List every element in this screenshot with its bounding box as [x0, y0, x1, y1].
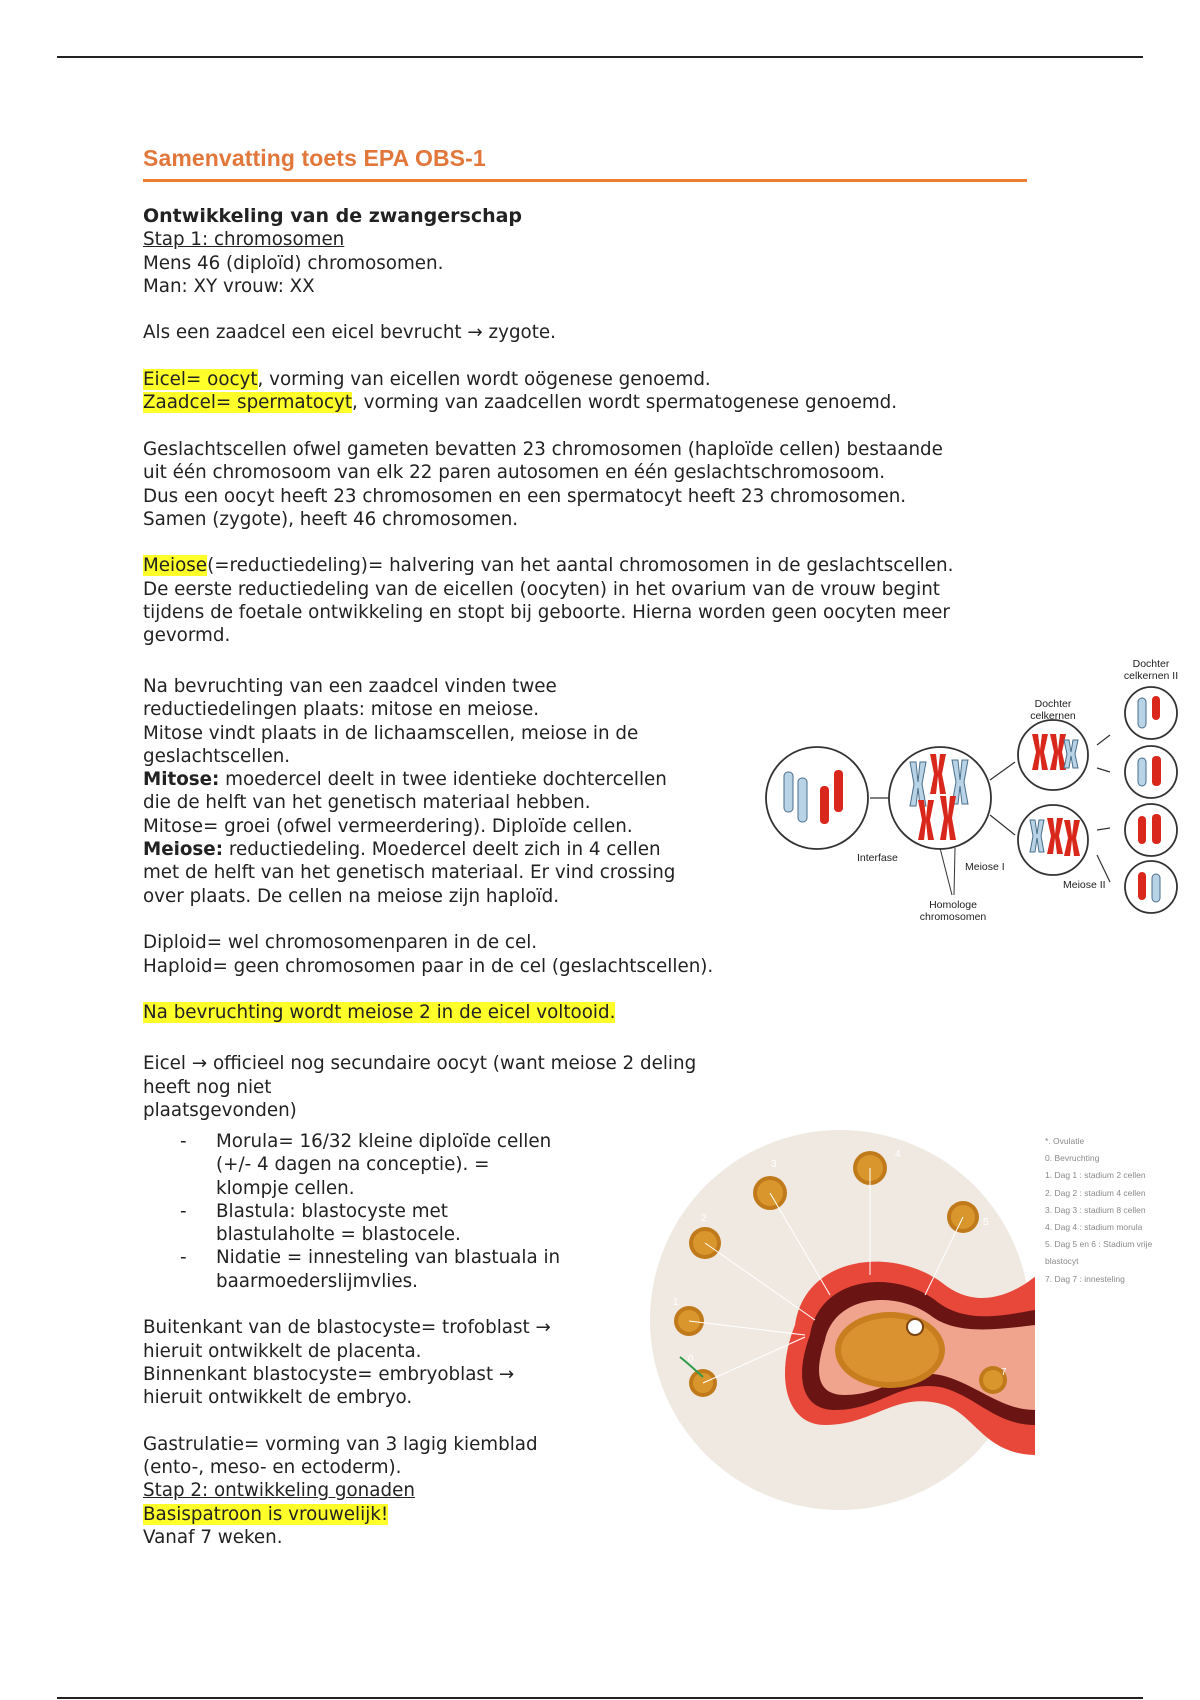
- buitenkant-line: Binnenkant blastocyste= embryoblast →: [143, 1363, 515, 1385]
- buitenkant-line: hieruit ontwikkelt de embryo.: [143, 1387, 413, 1409]
- meiose-cell: [889, 747, 991, 849]
- legend-item: 4. Dag 4 : stadium morula: [1045, 1222, 1143, 1233]
- connector-line: [1097, 855, 1110, 882]
- stage-number: 5: [983, 1217, 989, 1228]
- list-item: [143, 1130, 643, 1200]
- list-item-line: - Nidatie = innesteling van blastuala in: [216, 1247, 561, 1269]
- pointer-line: [954, 848, 955, 895]
- blastocyst-inner: [841, 1318, 939, 1382]
- label-meiose-i: Meiose I: [965, 861, 1005, 873]
- legend-item: 3. Dag 3 : stadium 8 cellen: [1045, 1204, 1146, 1215]
- mitose-term: Mitose:: [143, 769, 220, 791]
- meiose-line: met de helft van het genetisch materiaal. Er vind crossing: [143, 862, 676, 884]
- pointer-line: [940, 848, 952, 895]
- paragraph-zaadcel: [143, 391, 1043, 414]
- meiose-term: Meiose:: [143, 839, 224, 861]
- stage-number: 2: [701, 1213, 707, 1224]
- meiose-text: (=reductiedeling)= halvering van het aantal chromosomen in de geslachtscellen.: [207, 555, 954, 577]
- highlight-meiose: Meiose: [143, 555, 208, 577]
- bevruchting-line: Mitose vindt plaats in de lichaamscellen, meiose in de: [143, 722, 639, 744]
- buitenkant-line: Buitenkant van de blastocyste= trofoblast →: [143, 1317, 551, 1339]
- connector-line: [990, 762, 1015, 780]
- nucleus: [907, 1319, 923, 1335]
- daughter-cell-ii: [1125, 687, 1177, 739]
- implantation-legend: [1045, 1133, 1195, 1288]
- list-item-line: (+/- 4 dagen na conceptie). =: [216, 1154, 490, 1176]
- eicel-line: Eicel → officieel nog secundaire oocyt (want meiose 2 deling heeft nog niet: [143, 1053, 697, 1098]
- connector-line: [990, 815, 1015, 835]
- list-item: [143, 1246, 643, 1293]
- paragraph-mens: Mens 46 (diploïd) chromosomen.: [143, 252, 444, 274]
- stage-number: 3: [771, 1159, 777, 1170]
- list-item-line: klompje cellen.: [216, 1177, 355, 1199]
- label-interfase: Interfase: [857, 852, 898, 864]
- title-underline: [143, 179, 1027, 182]
- reductie-line: gevormd.: [143, 625, 231, 647]
- meiose-definition: [143, 838, 743, 861]
- legend-item: *. Ovulatie: [1045, 1136, 1085, 1146]
- label-celkernen: celkernen: [1030, 710, 1076, 722]
- reductie-line: De eerste reductiedeling van de eicellen (oocyten) in het ovarium van de vrouw begint: [143, 578, 940, 600]
- label-chromosomen: chromosomen: [919, 911, 987, 920]
- stage-number: 4: [895, 1149, 901, 1160]
- list-item-line: - Blastula: blastocyste met: [216, 1200, 448, 1222]
- paragraph-haploid: Haploid= geen chromosomen paar in de cel (geslachtscellen).: [143, 955, 714, 977]
- legend-item: blastocyt: [1045, 1256, 1079, 1267]
- bevruchting-line: reductiedelingen plaats: mitose en meiose.: [143, 699, 540, 721]
- gastrulatie-line: (ento-, meso- en ectoderm).: [143, 1457, 402, 1479]
- buitenkant-line: hieruit ontwikkelt de placenta.: [143, 1340, 422, 1362]
- reductie-line: tijdens de foetale ontwikkeling en stopt bij geboorte. Hierna worden geen oocyten meer: [143, 602, 950, 624]
- interfase-cell: [766, 747, 868, 849]
- geslacht-line: Dus een oocyt heeft 23 chromosomen en een spermatocyt heeft 23 chromosomen.: [143, 485, 907, 507]
- meiose-line: over plaats. De cellen na meiose zijn haploïd.: [143, 885, 560, 907]
- highlight-eicel: Eicel= oocyt: [143, 369, 258, 391]
- top-rule: [57, 56, 1143, 58]
- mitose-definition: [143, 768, 743, 791]
- mitose-line: Mitose= groei (ofwel vermeerdering). Diploïde cellen.: [143, 815, 633, 837]
- mitose-meiose-block: [143, 675, 743, 1122]
- step1-heading: Stap 1: chromosomen: [143, 229, 345, 251]
- label-dochter: Dochter: [1034, 698, 1072, 710]
- connector-line: [1097, 735, 1110, 745]
- main-text-block: [143, 205, 1043, 648]
- list-item-line: baarmoederslijmvlies.: [216, 1270, 418, 1292]
- daughter-cell-ii: [1125, 861, 1177, 913]
- paragraph-man-vrouw: Man: XY vrouw: XX: [143, 275, 315, 297]
- geslacht-line: uit één chromosoom van elk 22 paren autosomen en één geslachtschromosoom.: [143, 462, 886, 484]
- stage-number: 1: [673, 1297, 679, 1308]
- mitose-text: moedercel deelt in twee identieke dochtercellen: [219, 769, 667, 791]
- list-item-line: blastulaholte = blastocele.: [216, 1224, 461, 1246]
- legend-item: 7. Dag 7 : innesteling: [1045, 1273, 1125, 1284]
- chromosome-red: [834, 770, 843, 812]
- stage-number: 7: [1001, 1367, 1007, 1378]
- meiose-diagram: [760, 650, 1190, 920]
- paragraph-diploid: Diploid= wel chromosomenparen in de cel.: [143, 932, 538, 954]
- connector-line: [1097, 828, 1110, 830]
- highlight-basispatroon: Basispatroon is vrouwelijk!: [143, 1503, 389, 1525]
- mitose-line: die de helft van het genetisch materiaal hebben.: [143, 792, 591, 814]
- legend-item: 0. Bevruchting: [1045, 1153, 1100, 1164]
- highlight-voltooid: Na bevruchting wordt meiose 2 in de eicel voltooid.: [143, 1002, 616, 1024]
- connector-line: [1097, 768, 1110, 772]
- stage-list: [143, 1130, 643, 1293]
- paragraph-eicel: [143, 368, 1043, 391]
- legend-item: 5. Dag 5 en 6 : Stadium vrije: [1045, 1239, 1153, 1250]
- eicel-line: plaatsgevonden): [143, 1100, 297, 1122]
- list-item: [143, 1200, 643, 1247]
- paragraph-zygote: Als een zaadcel een eicel bevrucht → zygote.: [143, 322, 556, 344]
- geslacht-line: Samen (zygote), heeft 46 chromosomen.: [143, 508, 519, 530]
- implantation-diagram: [645, 1125, 1035, 1515]
- bevruchting-line: geslachtscellen.: [143, 745, 291, 767]
- chromosome-red: [820, 786, 829, 824]
- daughter-cell-1: [1018, 720, 1088, 790]
- stage-number: 0: [688, 1354, 694, 1365]
- document-title: Samenvatting toets EPA OBS-1: [143, 145, 486, 171]
- bottom-rule: [57, 1697, 1143, 1699]
- highlight-zaadcel: Zaadcel= spermatocyt: [143, 392, 353, 414]
- label-homologe: Homologe: [929, 899, 977, 911]
- legend-item: 1. Dag 1 : stadium 2 cellen: [1045, 1170, 1146, 1181]
- section-heading: Ontwikkeling van de zwangerschap: [143, 205, 523, 227]
- label-dochter-ii: Dochter: [1132, 658, 1170, 670]
- daughter-cell-ii: [1125, 804, 1177, 856]
- daughter-cell-ii: [1125, 746, 1177, 798]
- label-celkernen-ii: celkernen II: [1123, 670, 1179, 682]
- chromosome-blue: [798, 778, 807, 822]
- paragraph-vanaf: Vanaf 7 weken.: [143, 1527, 283, 1549]
- blastocyst-block: [143, 1130, 643, 1549]
- eicel-text: , vorming van eicellen wordt oögenese genoemd.: [257, 369, 711, 391]
- label-meiose-ii: Meiose II: [1063, 879, 1106, 891]
- zaadcel-text: , vorming van zaadcellen wordt spermatogenese genoemd.: [352, 392, 898, 414]
- legend-item: 2. Dag 2 : stadium 4 cellen: [1045, 1187, 1146, 1198]
- geslacht-line: Geslachtscellen ofwel gameten bevatten 23 chromosomen (haploïde cellen) bestaande: [143, 438, 943, 460]
- daughter-cell-2: [1018, 805, 1088, 875]
- step2-heading: Stap 2: ontwikkeling gonaden: [143, 1480, 415, 1502]
- list-item-line: - Morula= 16/32 kleine diploïde cellen: [216, 1131, 552, 1152]
- bevruchting-line: Na bevruchting van een zaadcel vinden twee: [143, 676, 557, 697]
- paragraph-meiose: [143, 554, 1043, 577]
- gastrulatie-line: Gastrulatie= vorming van 3 lagig kiemblad: [143, 1433, 538, 1455]
- meiose-def-text: reductiedeling. Moedercel deelt zich in 4 cellen: [223, 839, 661, 861]
- chromosome-blue: [784, 772, 793, 812]
